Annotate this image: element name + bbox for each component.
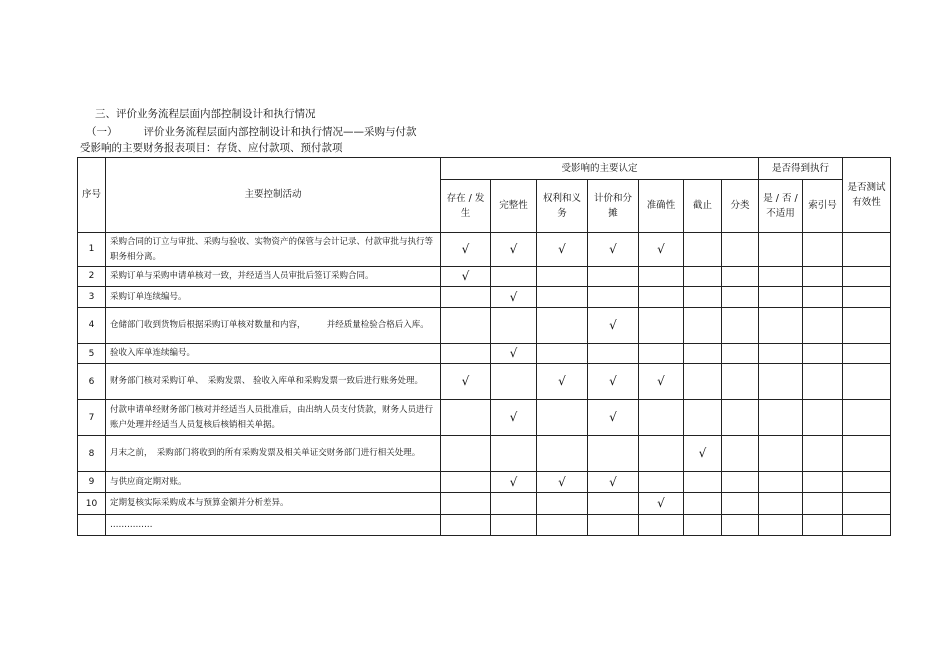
check-mark: √: [491, 400, 537, 436]
row-seq: 10: [78, 493, 106, 515]
row-seq: 6: [78, 364, 106, 400]
subsection-title: 评价业务流程层面内部控制设计和执行情况——采购与付款: [143, 126, 417, 138]
header-activity: 主要控制活动: [106, 158, 441, 233]
row-activity: 采购合同的订立与审批、采购与验收、实物资产的保管与会计记录、付款审批与执行等职务相分离。: [106, 233, 441, 267]
check-mark: √: [639, 493, 684, 515]
row-seq: 4: [78, 308, 106, 344]
row-activity: 采购订单连续编号。: [106, 287, 441, 308]
row-seq: 2: [78, 267, 106, 287]
section-heading: 三、评价业务流程层面内部控制设计和执行情况: [95, 108, 316, 120]
row-seq: 9: [78, 472, 106, 493]
table-row: [78, 436, 891, 472]
row-activity: 仓储部门收到货物后根据采购订单核对数量和内容， 并经质量检验合格后入库。: [106, 308, 441, 344]
table-row: [78, 515, 891, 536]
row-activity: ……………: [106, 515, 441, 536]
header-assertion-accuracy: 准确性: [639, 180, 684, 233]
table-row: [78, 493, 891, 515]
header-assertion-existence: 存在 / 发生: [441, 180, 491, 233]
check-mark: √: [537, 364, 588, 400]
table-row: [78, 364, 891, 400]
table-row: [78, 400, 891, 436]
row-seq: 5: [78, 344, 106, 364]
table-row: [78, 287, 891, 308]
check-mark: √: [441, 233, 491, 267]
subsection-heading: [86, 124, 417, 139]
check-mark: √: [588, 400, 639, 436]
check-mark: √: [537, 472, 588, 493]
row-seq: [78, 515, 106, 536]
row-activity: 财务部门核对采购订单、 采购发票、 验收入库单和采购发票一致后进行账务处理。: [106, 364, 441, 400]
row-activity: 月末之前， 采购部门将收到的所有采购发票及相关单证交财务部门进行相关处理。: [106, 436, 441, 472]
check-mark: √: [537, 233, 588, 267]
affected-items-line: 受影响的主要财务报表项目：存货、应付款项、预付款项: [80, 142, 343, 154]
header-assertion-cutoff: 截止: [684, 180, 722, 233]
check-mark: √: [588, 308, 639, 344]
check-mark: √: [639, 364, 684, 400]
row-activity: 采购订单与采购申请单核对一致，并经适当人员审批后签订采购合同。: [106, 267, 441, 287]
table-row: [78, 233, 891, 267]
check-mark: √: [491, 344, 537, 364]
header-assertion-classification: 分类: [722, 180, 759, 233]
header-execution-group: 是否得到执行: [759, 158, 843, 180]
header-tested: 是否测试有效性: [843, 158, 891, 233]
row-seq: 7: [78, 400, 106, 436]
table-row: [78, 344, 891, 364]
check-mark: √: [588, 472, 639, 493]
subsection-number: （一）: [86, 126, 118, 138]
row-activity: 定期复核实际采购成本与预算金额并分析差异。: [106, 493, 441, 515]
control-activities-table: [77, 157, 891, 536]
table-row: [78, 472, 891, 493]
row-activity: 付款申请单经财务部门核对并经适当人员批准后，由出纳人员支付货款，财务人员进行账户处理并经适当人员复核后核销相关单据。: [106, 400, 441, 436]
header-execution-yes-no: 是 / 否 / 不适用: [759, 180, 803, 233]
table-row: [78, 267, 891, 287]
header-assertion-rights: 权利和义务: [537, 180, 588, 233]
row-seq: 8: [78, 436, 106, 472]
check-mark: √: [491, 287, 537, 308]
check-mark: √: [441, 267, 491, 287]
row-seq: 3: [78, 287, 106, 308]
check-mark: √: [491, 472, 537, 493]
header-execution-index: 索引号: [803, 180, 843, 233]
check-mark: √: [491, 233, 537, 267]
check-mark: √: [639, 233, 684, 267]
check-mark: √: [588, 364, 639, 400]
check-mark: √: [588, 233, 639, 267]
header-assertion-completeness: 完整性: [491, 180, 537, 233]
row-activity: 与供应商定期对账。: [106, 472, 441, 493]
header-assertion-valuation: 计价和分摊: [588, 180, 639, 233]
row-activity: 验收入库单连续编号。: [106, 344, 441, 364]
check-mark: √: [441, 364, 491, 400]
table-row: [78, 308, 891, 344]
check-mark: √: [684, 436, 722, 472]
header-assertions-group: 受影响的主要认定: [441, 158, 759, 180]
row-seq: 1: [78, 233, 106, 267]
header-seq: 序号: [78, 158, 106, 233]
